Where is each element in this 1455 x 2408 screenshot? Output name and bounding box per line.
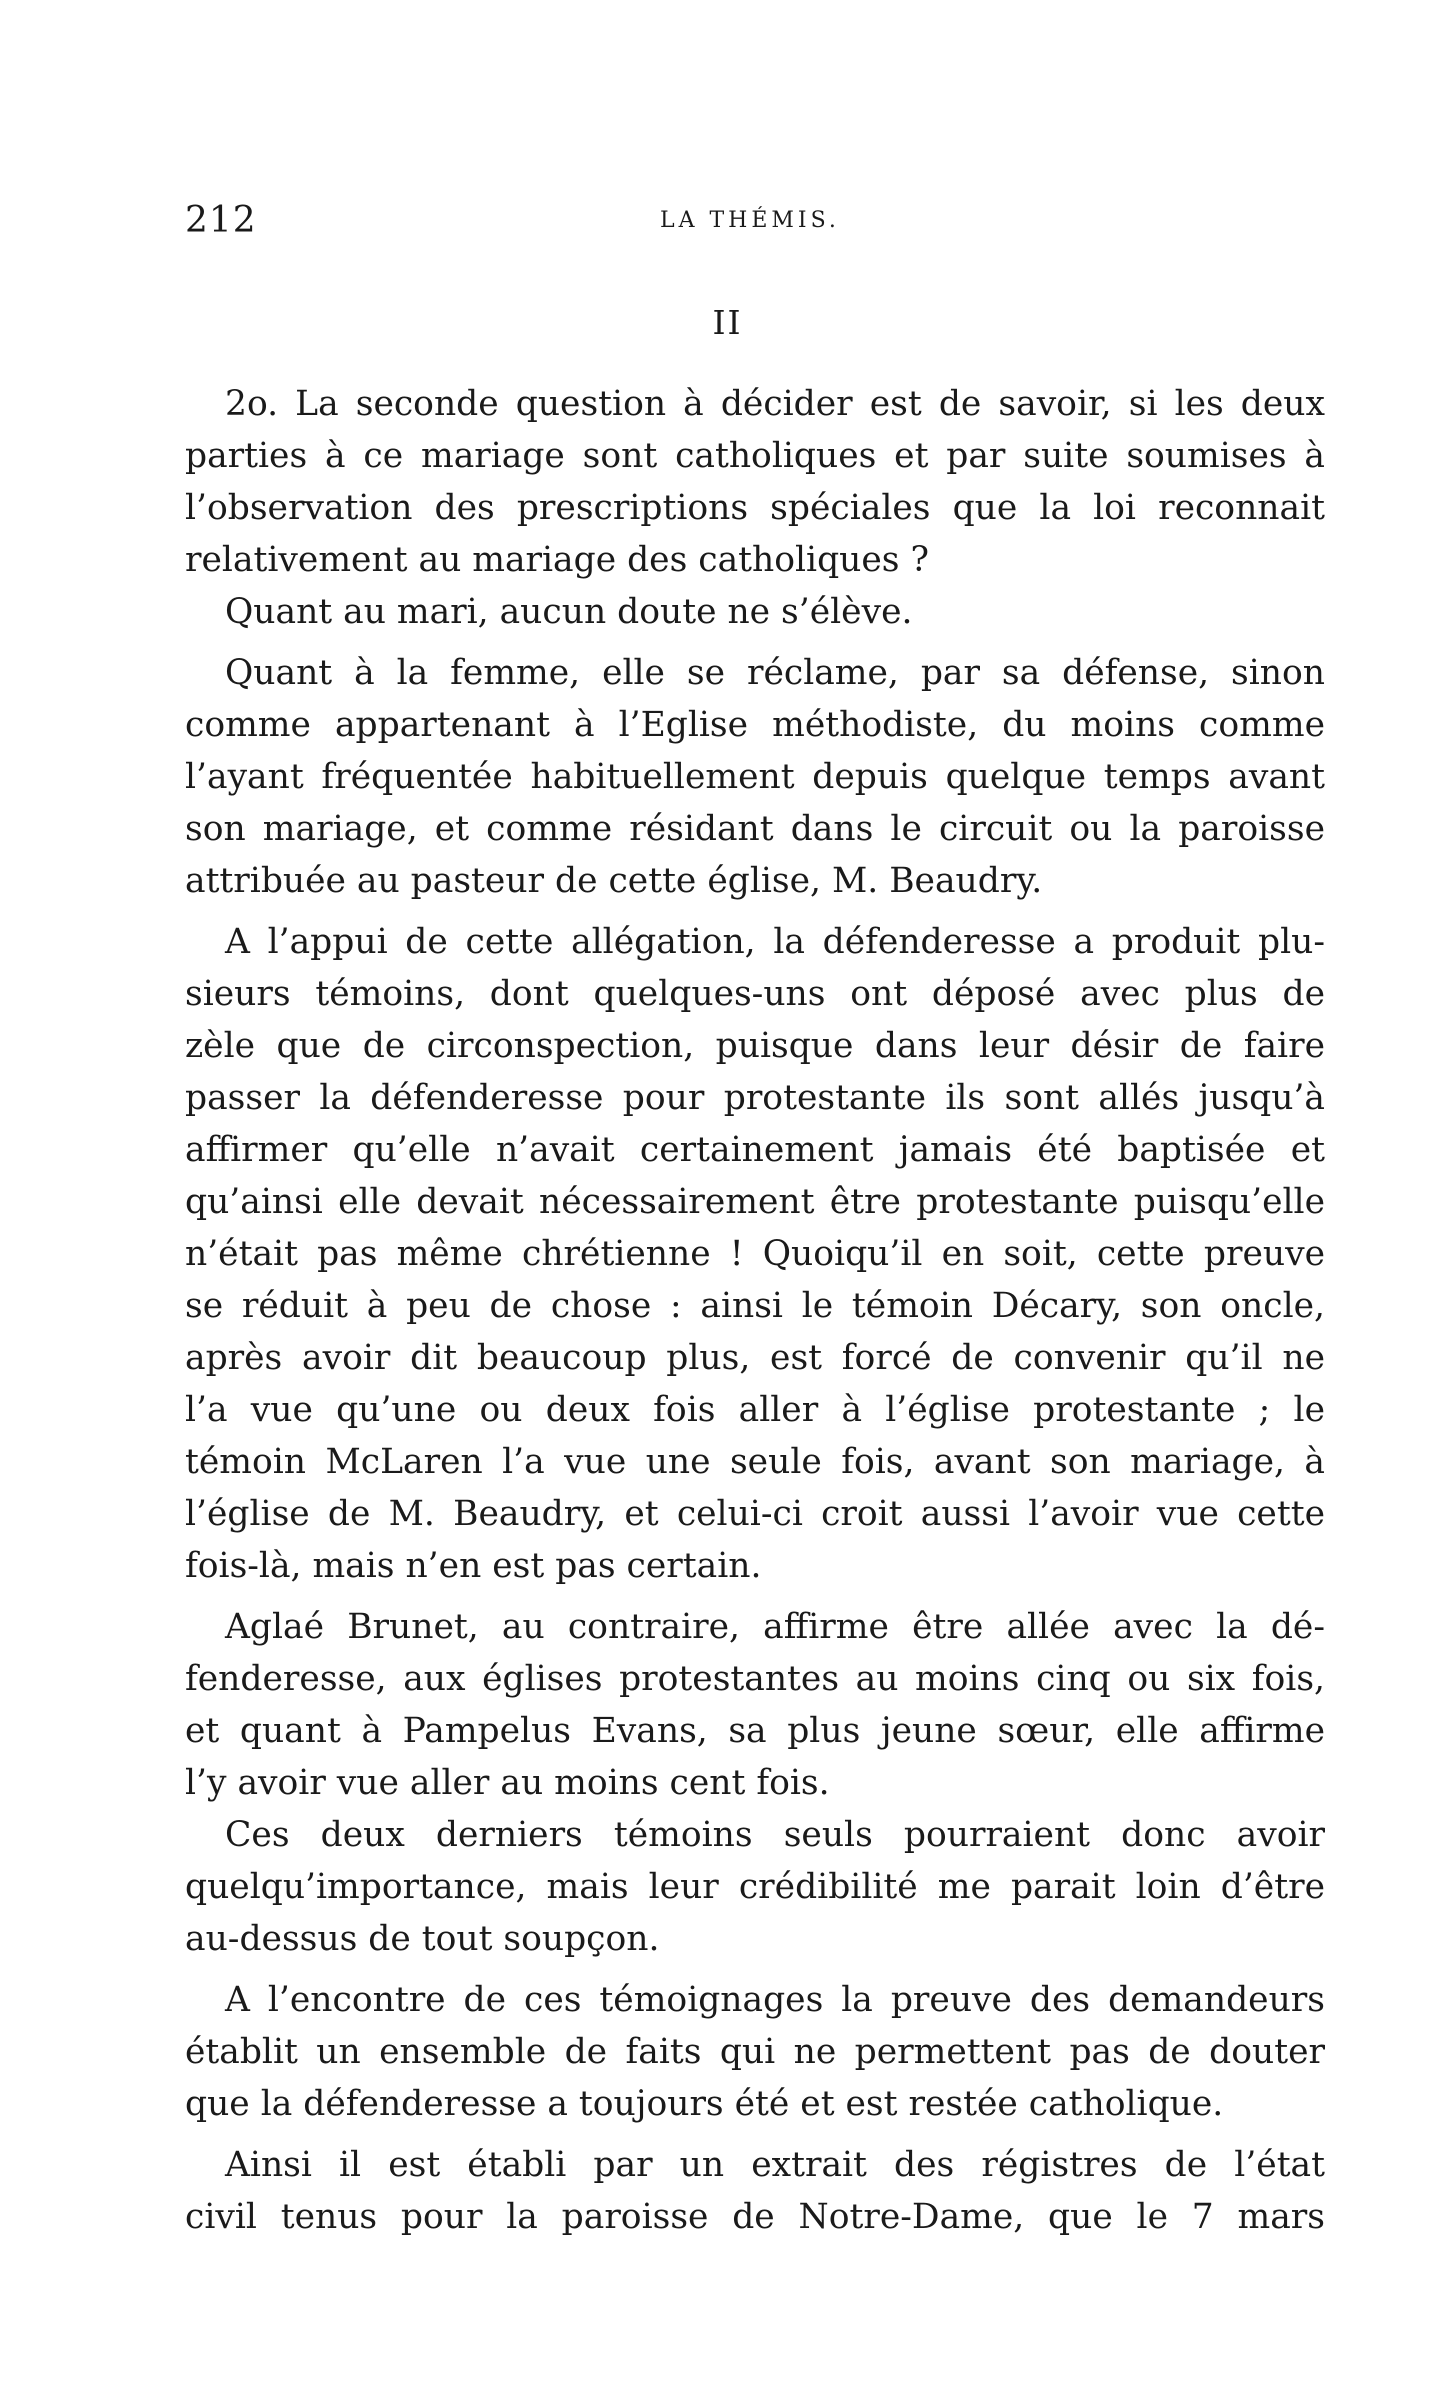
text-line: 2o. La seconde question à décider est de savoir, si les deux (225, 384, 1325, 424)
text-line: A l’encontre de ces témoignages la preuve des demandeurs (225, 1980, 1325, 2020)
text-line: zèle que de circonspection, puisque dans leur désir de faire (185, 1026, 1325, 1066)
page-number: 212 (185, 200, 257, 241)
text-line: fenderesse, aux églises protestantes au moins cinq ou six fois, (185, 1659, 1325, 1699)
text-line: fois-là, mais n’en est pas certain. (185, 1546, 762, 1586)
text-line: que la défenderesse a toujours été et est restée catholique. (185, 2084, 1224, 2124)
text-line: passer la défenderesse pour protestante ils sont allés jusqu’à (185, 1078, 1325, 1118)
text-line: l’y avoir vue aller au moins cent fois. (185, 1763, 830, 1803)
text-line: n’était pas même chrétienne ! Quoiqu’il en soit, cette preuve (185, 1234, 1325, 1274)
paragraph (185, 2139, 1325, 2243)
paragraph (185, 378, 1325, 586)
paragraph (185, 1601, 1325, 1809)
paragraph (185, 586, 1325, 638)
text-line: Quant au mari, aucun doute ne s’élève. (225, 592, 913, 632)
text-line: après avoir dit beaucoup plus, est forcé de convenir qu’il ne (185, 1338, 1325, 1378)
text-line: quelqu’importance, mais leur crédibilité me parait loin d’être (185, 1867, 1325, 1907)
text-line: civil tenus pour la paroisse de Notre-Dame, que le 7 mars (185, 2197, 1325, 2237)
text-line: au-dessus de tout soupçon. (185, 1919, 660, 1959)
text-line: affirmer qu’elle n’avait certainement jamais été baptisée et (185, 1130, 1325, 1170)
text-line: l’ayant fréquentée habituellement depuis quelque temps avant (185, 757, 1325, 797)
section-heading: II (712, 303, 743, 342)
text-line: sieurs témoins, dont quelques-uns ont déposé avec plus de (185, 974, 1325, 1014)
text-line: parties à ce mariage sont catholiques et par suite soumises à (185, 436, 1325, 476)
text-line: se réduit à peu de chose : ainsi le témoin Décary, son oncle, (185, 1286, 1325, 1326)
text-line: Ainsi il est établi par un extrait des régistres de l’état (225, 2145, 1325, 2185)
page-header (185, 200, 1325, 260)
text-line: établit un ensemble de faits qui ne permettent pas de douter (185, 2032, 1325, 2072)
text-line: attribuée au pasteur de cette église, M. Beaudry. (185, 861, 1043, 901)
text-line: l’a vue qu’une ou deux fois aller à l’église protestante ; le (185, 1390, 1325, 1430)
paragraph (185, 1974, 1325, 2130)
text-line: témoin McLaren l’a vue une seule fois, avant son mariage, à (185, 1442, 1325, 1482)
paragraph (185, 916, 1325, 1592)
text-line: Ces deux derniers témoins seuls pourraient donc avoir (225, 1815, 1325, 1855)
text-line: qu’ainsi elle devait nécessairement être protestante puisqu’elle (185, 1182, 1325, 1222)
text-line: l’église de M. Beaudry, et celui-ci croit aussi l’avoir vue cette (185, 1494, 1325, 1534)
text-line: A l’appui de cette allégation, la défenderesse a produit plu- (225, 922, 1325, 962)
text-line: l’observation des prescriptions spéciales que la loi reconnait (185, 488, 1325, 528)
text-line: son mariage, et comme résidant dans le circuit ou la paroisse (185, 809, 1325, 849)
running-title: LA THÉMIS. (660, 208, 840, 233)
text-line: et quant à Pampelus Evans, sa plus jeune sœur, elle affirme (185, 1711, 1325, 1751)
paragraph (185, 647, 1325, 907)
text-line: Aglaé Brunet, au contraire, affirme être allée avec la dé- (225, 1607, 1325, 1647)
text-line: comme appartenant à l’Eglise méthodiste, du moins comme (185, 705, 1325, 745)
text-line: Quant à la femme, elle se réclame, par sa défense, sinon (225, 653, 1325, 693)
paragraph (185, 1809, 1325, 1965)
body-text (185, 378, 1325, 2243)
text-line: relativement au mariage des catholiques ? (185, 540, 929, 580)
